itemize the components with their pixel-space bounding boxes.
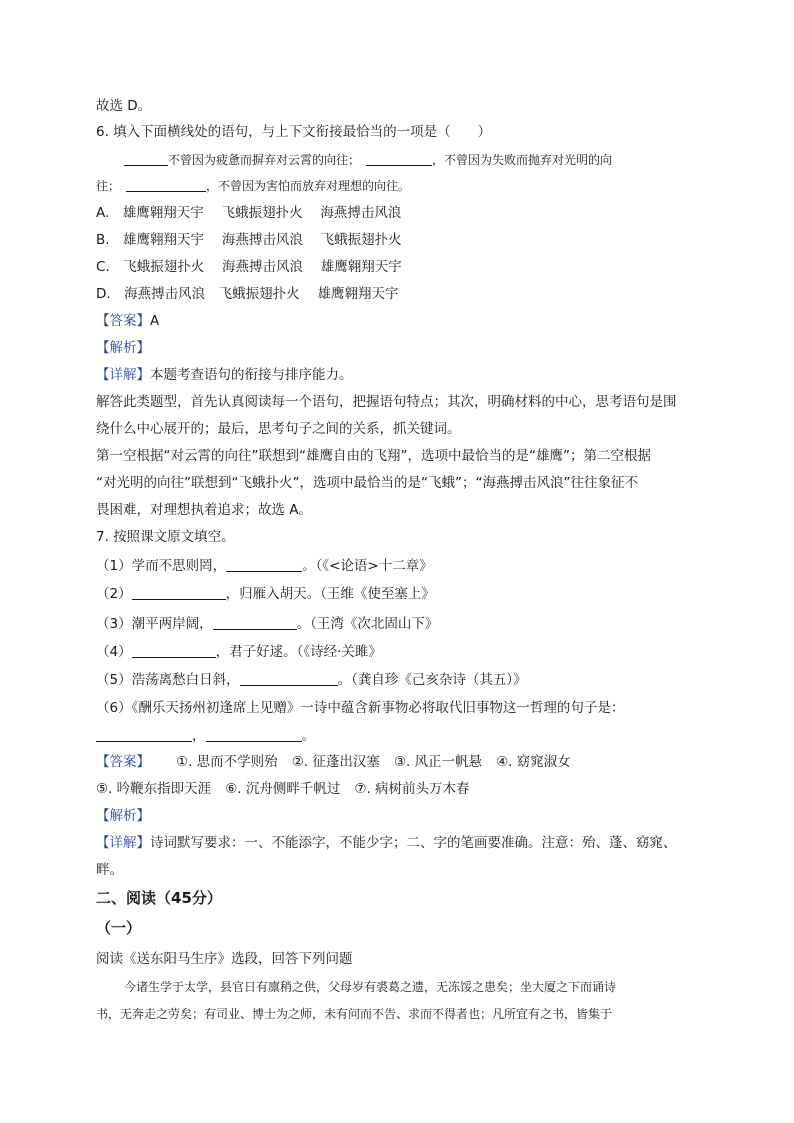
blank-line — [132, 643, 216, 658]
fill-item-6: （6）《酬乐天扬州初逢席上见赠》一诗中蕴含新事物必将取代旧事物这一哲理的句子是： — [96, 700, 625, 716]
answer-line: ⑤. 吟鞭东指即天涯 ⑥. 沉舟侧畔千帆过 ⑦. 病树前头万木春 — [96, 781, 470, 797]
text-line: 故选 D。 — [96, 98, 152, 114]
blank-line — [124, 151, 168, 166]
blank-line — [213, 615, 297, 630]
detail-text: 绕什么中心展开的；最后，思考句子之间的关系，抓关键词。 — [96, 421, 461, 437]
detail-line: 【详解】本题考查语句的衔接与排序能力。 — [96, 367, 353, 383]
detail-tag: 【详解】 — [96, 367, 150, 383]
subsection-title: （一） — [96, 919, 142, 937]
option-d: D. 海燕搏击风浪 飞蛾振翅扑火 雄鹰翱翔天宇 — [96, 286, 399, 302]
fill-item-1: （1）学而不思则罔， 。（《<论语>十二章》 — [96, 558, 433, 574]
option-a: A. 雄鹰翱翔天宇 飞蛾振翅扑火 海燕搏击风浪 — [96, 205, 402, 221]
fill-item-4: （4） ，君子好逑。（《诗经·关雎》 — [96, 644, 382, 660]
detail-text: 畔。 — [96, 862, 123, 878]
detail-line: 【详解】诗词默写要求：一、不能添字，不能少字；二、字的笔画要准确。注意：殆、蓬、窈窕、 — [96, 835, 677, 851]
blank-line — [240, 671, 338, 686]
answer-tag: 【答案】 — [96, 313, 150, 329]
fill-item-3: （3）潮平两岸阔， 。（王湾《次北固山下》 — [96, 616, 439, 632]
answer-tag: 【答案】 — [96, 754, 150, 770]
question-6-stem: 6. 填入下面横线处的语句，与上下文衔接最恰当的一项是（ ） — [96, 124, 492, 140]
question-7-stem: 7. 按照课文原文填空。 — [96, 529, 235, 545]
q6-passage-line-1: 不曾因为疲惫而摒弃对云霄的向往； ，不曾因为失败而抛弃对光明的向 — [124, 150, 612, 170]
option-b: B. 雄鹰翱翔天宇 海燕搏击风浪 飞蛾振翅扑火 — [96, 232, 402, 248]
detail-tag: 【详解】 — [96, 835, 150, 851]
fill-item-6-blanks: ， 。 — [96, 726, 315, 746]
blank-line — [132, 585, 226, 600]
fill-item-5: （5）浩荡离愁白日斜， 。（龚自珍《己亥杂诗（其五）》 — [96, 672, 527, 688]
fill-item-2: （2） ，归雁入胡天。（王维《使至塞上》 — [96, 586, 435, 602]
analysis-tag: 【解析】 — [96, 808, 150, 824]
blank-line — [366, 151, 432, 166]
blank-line — [126, 177, 206, 192]
detail-text: 解答此类题型，首先认真阅读每一个语句，把握语句特点；其次，明确材料的中心，思考语句是围 — [96, 394, 677, 410]
detail-text: 第一空根据“对云霄的向往”联想到“雄鹰自由的飞翔”，选项中最恰当的是“雄鹰”；第二空根据 — [96, 448, 651, 464]
answer-line — [96, 311, 159, 331]
blank-line — [96, 727, 192, 742]
option-c: C. 飞蛾振翅扑火 海燕搏击风浪 雄鹰翱翔天宇 — [96, 259, 402, 275]
section-title: 二、阅读（45分） — [96, 889, 222, 907]
answer-value: A — [150, 313, 160, 329]
blank-line — [226, 557, 302, 572]
analysis-tag: 【解析】 — [96, 340, 150, 356]
passage-text: 书，无奔走之劳矣；有司业、博士为之师，未有问而不告、求而不得者也；凡所宜有之书，皆集于 — [96, 1007, 613, 1021]
passage-text: 今诸生学于太学，县官日有廪稍之供，父母岁有裘葛之遗，无冻馁之患矣；坐大厦之下而诵诗 — [124, 980, 617, 994]
detail-text: 畏困难，对理想执着追求；故选 A。 — [96, 502, 313, 518]
answer-line: 【答案】 ①. 思而不学则殆 ②. 征蓬出汉塞 ③. 风正一帆悬 ④. 窈窕淑女 — [96, 754, 571, 770]
detail-text: “对光明的向往”联想到“飞蛾扑火”，选项中最恰当的是“飞蛾”；“海燕搏击风浪”往往象征不 — [96, 475, 638, 491]
blank-line — [206, 727, 302, 742]
q6-passage-line-2: 往； ，不曾因为害怕而放弃对理想的向往。 — [96, 179, 411, 193]
reading-intro: 阅读《送东阳马生序》选段，回答下列问题 — [96, 951, 353, 967]
